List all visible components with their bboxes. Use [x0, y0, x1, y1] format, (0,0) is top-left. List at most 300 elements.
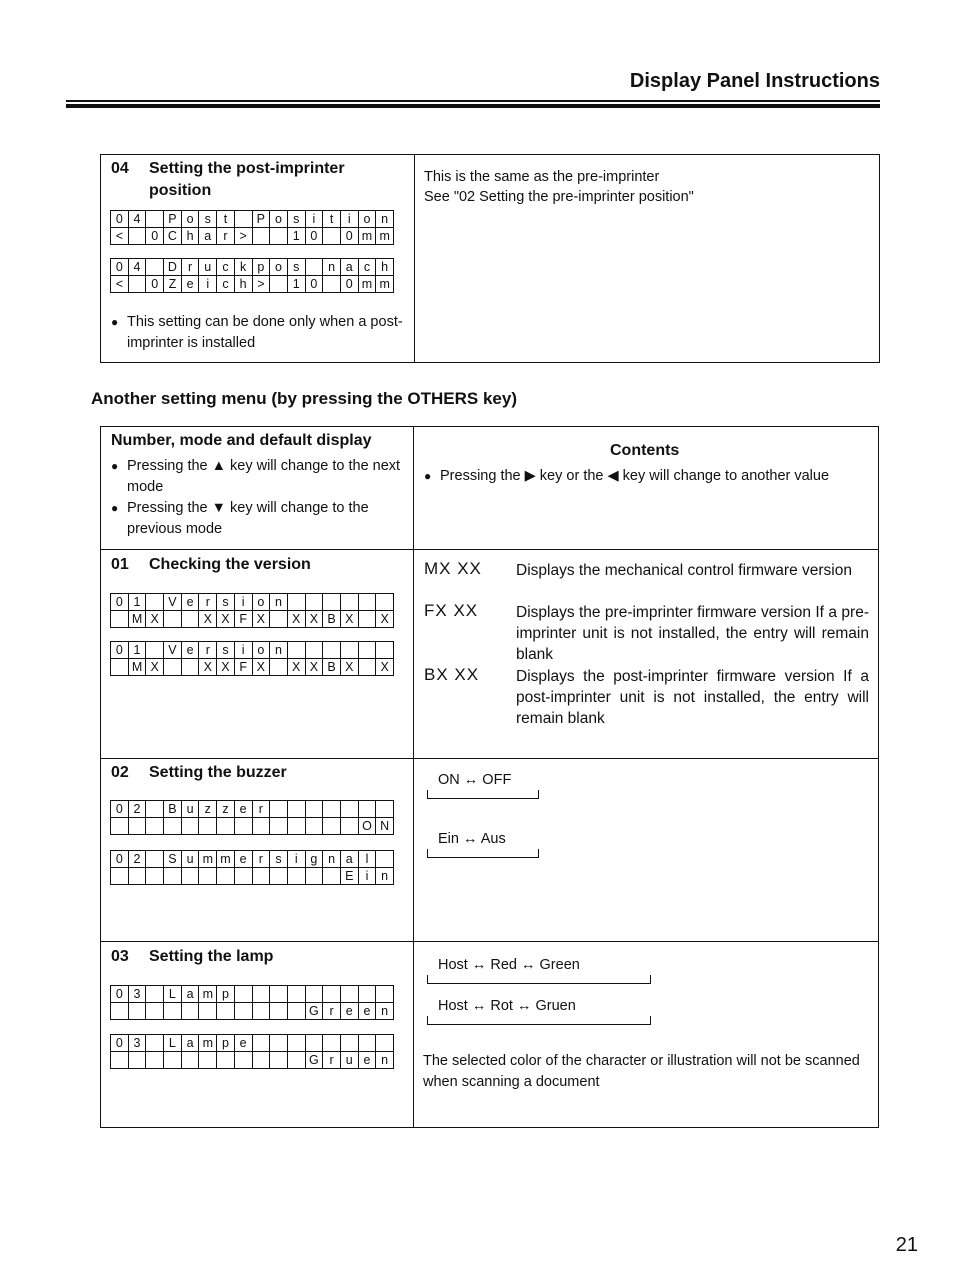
lcd-cell: [164, 611, 182, 628]
lcd-cell: [358, 801, 376, 818]
buzzer-number: 02: [111, 764, 129, 781]
lcd-cell: i: [358, 868, 376, 885]
lcd-cell: n: [376, 211, 394, 228]
version-display-2: [110, 641, 394, 676]
lcd-cell: e: [358, 1052, 376, 1069]
lcd-cell: a: [199, 228, 217, 245]
lcd-cell: [270, 228, 288, 245]
version-display-1: [110, 593, 394, 628]
lcd-cell: [217, 1052, 235, 1069]
section04-title: Setting the post-imprinter: [149, 160, 345, 177]
lcd-cell: [199, 818, 217, 835]
lamp-cycle-2: Host ↔ Rot ↔ Gruen: [438, 998, 576, 1014]
lcd-cell: [287, 594, 305, 611]
lcd-cell: [146, 851, 164, 868]
lcd-cell: [217, 818, 235, 835]
section04-right-line2: See "02 Setting the pre-imprinter position": [424, 189, 694, 205]
lcd-row: [111, 594, 394, 611]
lcd-cell: [270, 801, 288, 818]
lcd-cell: [305, 868, 323, 885]
lcd-cell: 0: [340, 228, 358, 245]
lcd-cell: [128, 228, 146, 245]
lcd-cell: n: [270, 594, 288, 611]
lcd-cell: z: [217, 801, 235, 818]
lcd-cell: e: [181, 642, 199, 659]
lcd-cell: [111, 611, 129, 628]
lcd-cell: e: [234, 1035, 252, 1052]
lcd-cell: o: [358, 211, 376, 228]
lcd-cell: X: [199, 659, 217, 676]
lcd-cell: [323, 276, 341, 293]
lcd-cell: e: [234, 851, 252, 868]
lcd-cell: V: [164, 594, 182, 611]
version-desc-fx: Displays the pre-imprinter firmware version If a pre-imprinter unit is not installed, the entry will remain blank: [516, 604, 869, 663]
lcd-cell: B: [323, 611, 341, 628]
lcd-cell: [358, 659, 376, 676]
lcd-cell: a: [340, 259, 358, 276]
lcd-cell: [146, 1035, 164, 1052]
lcd-cell: [340, 1035, 358, 1052]
lcd-cell: [323, 986, 341, 1003]
lcd-cell: c: [217, 259, 235, 276]
lcd-cell: m: [217, 851, 235, 868]
lcd-cell: r: [252, 801, 270, 818]
lamp-cycle-1-loop: [427, 975, 651, 984]
lcd-cell: [305, 259, 323, 276]
lcd-cell: X: [376, 611, 394, 628]
lcd-cell: p: [217, 986, 235, 1003]
lcd-cell: n: [323, 851, 341, 868]
lcd-cell: e: [358, 1003, 376, 1020]
version-title: Checking the version: [149, 556, 311, 573]
lcd-display-grid: [110, 1034, 394, 1069]
table-header-bullet-1: ● Pressing the ▲ key will change to the next mode: [111, 456, 423, 498]
lcd-cell: m: [376, 228, 394, 245]
lcd-cell: a: [181, 986, 199, 1003]
lcd-cell: [340, 818, 358, 835]
lamp-cycle-1: Host ↔ Red ↔ Green: [438, 957, 580, 973]
header-rule: [66, 100, 880, 102]
lcd-row: [111, 986, 394, 1003]
lcd-cell: o: [270, 259, 288, 276]
page-number: 21: [895, 1234, 918, 1256]
lcd-cell: k: [234, 259, 252, 276]
lcd-cell: a: [181, 1035, 199, 1052]
lcd-cell: [128, 868, 146, 885]
lcd-cell: [252, 868, 270, 885]
lcd-cell: 0: [111, 211, 129, 228]
lcd-row: [111, 228, 394, 245]
lcd-cell: [270, 1052, 288, 1069]
lcd-cell: p: [217, 1035, 235, 1052]
lcd-cell: [376, 801, 394, 818]
lcd-row: [111, 1035, 394, 1052]
lcd-cell: 1: [287, 228, 305, 245]
lcd-cell: [270, 818, 288, 835]
lcd-cell: X: [146, 611, 164, 628]
buzzer-cycle-2-loop: [427, 849, 539, 858]
version-desc-mx: Displays the mechanical control firmware version: [516, 562, 852, 579]
lcd-cell: G: [305, 1003, 323, 1020]
lcd-cell: F: [234, 659, 252, 676]
lcd-cell: [234, 986, 252, 1003]
lcd-display-grid: [110, 850, 394, 885]
lcd-cell: r: [199, 594, 217, 611]
lcd-cell: p: [252, 259, 270, 276]
lcd-cell: n: [376, 1052, 394, 1069]
lcd-row: [111, 659, 394, 676]
buzzer-title: Setting the buzzer: [149, 764, 287, 781]
lcd-cell: [234, 1052, 252, 1069]
lcd-cell: z: [199, 801, 217, 818]
lcd-display-grid: [110, 210, 394, 245]
lcd-cell: [287, 801, 305, 818]
lcd-cell: L: [164, 986, 182, 1003]
lcd-cell: [234, 1003, 252, 1020]
row-rule-3: [100, 941, 879, 942]
lcd-cell: s: [199, 211, 217, 228]
section04-number: 04: [111, 160, 129, 177]
lcd-cell: X: [217, 611, 235, 628]
lcd-cell: g: [305, 851, 323, 868]
lcd-cell: [323, 228, 341, 245]
lcd-cell: <: [111, 276, 129, 293]
lcd-cell: [376, 986, 394, 1003]
lcd-cell: [323, 868, 341, 885]
lcd-cell: [146, 868, 164, 885]
lcd-cell: [252, 1035, 270, 1052]
lcd-cell: <: [111, 228, 129, 245]
lcd-cell: r: [323, 1003, 341, 1020]
lcd-cell: [252, 1052, 270, 1069]
lcd-cell: [305, 1035, 323, 1052]
lcd-row: [111, 211, 394, 228]
lcd-cell: [111, 868, 129, 885]
lcd-cell: m: [358, 276, 376, 293]
lcd-cell: [199, 868, 217, 885]
lcd-display-grid: [110, 593, 394, 628]
lcd-cell: s: [287, 211, 305, 228]
lcd-cell: [217, 1003, 235, 1020]
buzzer-display-2: [110, 850, 394, 885]
lamp-display-1: [110, 985, 394, 1020]
lcd-cell: [146, 259, 164, 276]
lcd-cell: 1: [287, 276, 305, 293]
lcd-cell: [287, 1035, 305, 1052]
lcd-cell: m: [199, 986, 217, 1003]
lcd-row: [111, 868, 394, 885]
lcd-cell: c: [217, 276, 235, 293]
lcd-cell: n: [376, 1003, 394, 1020]
lcd-cell: o: [181, 211, 199, 228]
lcd-cell: [270, 1003, 288, 1020]
lcd-cell: [340, 642, 358, 659]
lcd-cell: M: [128, 659, 146, 676]
lcd-cell: [376, 851, 394, 868]
lcd-row: [111, 259, 394, 276]
lcd-cell: S: [164, 851, 182, 868]
lcd-cell: [323, 642, 341, 659]
lcd-cell: 0: [111, 642, 129, 659]
lcd-cell: [358, 1035, 376, 1052]
lcd-cell: [358, 611, 376, 628]
lcd-row: [111, 818, 394, 835]
lcd-cell: X: [340, 611, 358, 628]
lcd-cell: 0: [111, 594, 129, 611]
lcd-cell: [340, 801, 358, 818]
lcd-cell: [181, 659, 199, 676]
lcd-cell: [358, 986, 376, 1003]
row-rule-1: [100, 549, 879, 550]
lcd-cell: [270, 868, 288, 885]
lcd-cell: s: [287, 259, 305, 276]
lcd-cell: [252, 818, 270, 835]
lcd-row: [111, 801, 394, 818]
lcd-cell: i: [305, 211, 323, 228]
lcd-cell: i: [340, 211, 358, 228]
lcd-cell: [287, 642, 305, 659]
version-desc-bx: Displays the post-imprinter firmware version If a post-imprinter unit is not installed, the entry will remain blank: [516, 668, 869, 727]
lcd-cell: [164, 1003, 182, 1020]
lcd-cell: X: [217, 659, 235, 676]
lcd-cell: [146, 211, 164, 228]
lcd-cell: 0: [111, 801, 129, 818]
lcd-cell: o: [252, 642, 270, 659]
lcd-cell: [340, 986, 358, 1003]
lcd-row: [111, 642, 394, 659]
lcd-cell: [323, 1035, 341, 1052]
lcd-cell: F: [234, 611, 252, 628]
lcd-cell: e: [181, 276, 199, 293]
section04-note: ● This setting can be done only when a post-imprinter is installed: [111, 312, 422, 354]
lcd-cell: h: [181, 228, 199, 245]
lcd-cell: i: [234, 642, 252, 659]
lcd-cell: [287, 1003, 305, 1020]
lcd-cell: X: [252, 611, 270, 628]
lcd-cell: [270, 276, 288, 293]
lcd-cell: t: [217, 211, 235, 228]
lcd-cell: r: [217, 228, 235, 245]
version-code-bx: BX XX: [424, 665, 480, 684]
lcd-cell: u: [199, 259, 217, 276]
lcd-cell: [287, 868, 305, 885]
lcd-cell: [305, 642, 323, 659]
lcd-cell: [146, 1052, 164, 1069]
lcd-cell: [217, 868, 235, 885]
lcd-cell: [270, 986, 288, 1003]
lcd-cell: B: [323, 659, 341, 676]
lcd-cell: M: [128, 611, 146, 628]
lcd-cell: [181, 1052, 199, 1069]
lcd-cell: L: [164, 1035, 182, 1052]
lcd-cell: X: [287, 611, 305, 628]
lcd-cell: m: [199, 851, 217, 868]
lcd-cell: [287, 986, 305, 1003]
lcd-cell: 4: [128, 211, 146, 228]
lcd-cell: c: [358, 259, 376, 276]
lcd-cell: h: [234, 276, 252, 293]
lcd-cell: [199, 1052, 217, 1069]
lcd-cell: X: [376, 659, 394, 676]
lcd-cell: [164, 659, 182, 676]
lcd-cell: G: [305, 1052, 323, 1069]
lcd-cell: m: [376, 276, 394, 293]
lcd-cell: [128, 276, 146, 293]
another-heading: Another setting menu (by pressing the OTHERS key): [91, 389, 518, 408]
lcd-row: [111, 851, 394, 868]
lcd-cell: X: [146, 659, 164, 676]
lamp-cycle-2-loop: [427, 1016, 651, 1025]
lcd-cell: s: [217, 594, 235, 611]
lcd-cell: [270, 659, 288, 676]
lcd-cell: [376, 642, 394, 659]
lcd-cell: X: [340, 659, 358, 676]
lcd-cell: l: [358, 851, 376, 868]
lcd-display-grid: [110, 800, 394, 835]
lcd-cell: [270, 1035, 288, 1052]
lcd-cell: [340, 594, 358, 611]
lcd-cell: 0: [111, 986, 129, 1003]
lcd-cell: [164, 818, 182, 835]
buzzer-cycle-1: ON ↔ OFF: [438, 772, 512, 788]
lcd-cell: [199, 1003, 217, 1020]
lcd-cell: X: [199, 611, 217, 628]
lcd-cell: [252, 228, 270, 245]
lcd-cell: X: [252, 659, 270, 676]
lcd-cell: [358, 642, 376, 659]
lcd-cell: o: [270, 211, 288, 228]
lcd-cell: 0: [146, 276, 164, 293]
lcd-cell: i: [199, 276, 217, 293]
version-number: 01: [111, 556, 129, 573]
lamp-display-2: [110, 1034, 394, 1069]
section04-title-2: position: [149, 182, 212, 199]
lcd-display-grid: [110, 258, 394, 293]
lcd-cell: [252, 986, 270, 1003]
lcd-cell: 0: [146, 228, 164, 245]
lcd-cell: 0: [305, 228, 323, 245]
lcd-cell: [323, 801, 341, 818]
lcd-cell: m: [358, 228, 376, 245]
table-header-left-title: Number, mode and default display: [111, 432, 372, 449]
lcd-cell: [146, 986, 164, 1003]
lcd-cell: s: [270, 851, 288, 868]
lcd-row: [111, 276, 394, 293]
lcd-cell: [323, 818, 341, 835]
lcd-row: [111, 611, 394, 628]
lcd-cell: [305, 818, 323, 835]
lcd-cell: r: [199, 642, 217, 659]
lcd-cell: 0: [340, 276, 358, 293]
lcd-cell: C: [164, 228, 182, 245]
lcd-cell: [252, 1003, 270, 1020]
lcd-cell: 4: [128, 259, 146, 276]
lcd-cell: [164, 1052, 182, 1069]
lcd-cell: 1: [128, 642, 146, 659]
lcd-cell: >: [252, 276, 270, 293]
lcd-cell: [111, 1003, 129, 1020]
lcd-cell: 0: [111, 851, 129, 868]
lcd-cell: P: [252, 211, 270, 228]
lcd-cell: [111, 818, 129, 835]
lcd-cell: e: [340, 1003, 358, 1020]
lcd-cell: P: [164, 211, 182, 228]
lcd-cell: X: [305, 659, 323, 676]
lcd-cell: V: [164, 642, 182, 659]
lcd-cell: i: [234, 594, 252, 611]
lcd-cell: 3: [128, 1035, 146, 1052]
lcd-cell: [111, 1052, 129, 1069]
lcd-cell: [358, 594, 376, 611]
lcd-cell: u: [181, 851, 199, 868]
table-header-right-bullet: ● Pressing the ▶ key or the ◀ key will change to another value: [424, 466, 888, 487]
lcd-cell: n: [270, 642, 288, 659]
version-code-fx: FX XX: [424, 601, 479, 620]
lcd-cell: i: [287, 851, 305, 868]
lcd-cell: e: [234, 801, 252, 818]
lcd-cell: e: [181, 594, 199, 611]
lamp-title: Setting the lamp: [149, 948, 274, 965]
version-code-mx: MX XX: [424, 559, 482, 578]
lcd-cell: 2: [128, 851, 146, 868]
lcd-cell: [234, 818, 252, 835]
lcd-cell: [146, 642, 164, 659]
lcd-cell: [181, 1003, 199, 1020]
lcd-cell: E: [340, 868, 358, 885]
buzzer-display-1: [110, 800, 394, 835]
lcd-cell: [164, 868, 182, 885]
lcd-cell: [146, 801, 164, 818]
lcd-cell: 0: [111, 259, 129, 276]
lcd-display-grid: [110, 641, 394, 676]
lcd-cell: [181, 818, 199, 835]
lcd-cell: [234, 868, 252, 885]
page-title: Display Panel Instructions: [629, 70, 880, 92]
lcd-cell: D: [164, 259, 182, 276]
lcd-cell: [128, 1052, 146, 1069]
section04-right-line1: This is the same as the pre-imprinter: [424, 169, 660, 185]
lcd-cell: [323, 594, 341, 611]
lcd-cell: [234, 211, 252, 228]
lcd-cell: [305, 986, 323, 1003]
lcd-cell: s: [217, 642, 235, 659]
lcd-cell: B: [164, 801, 182, 818]
lcd-cell: o: [252, 594, 270, 611]
section04-display-1: [110, 210, 394, 245]
lamp-note: The selected color of the character or illustration will not be scanned when scanning a document: [423, 1053, 860, 1090]
lcd-cell: 3: [128, 986, 146, 1003]
lcd-cell: [146, 1003, 164, 1020]
row-rule-2: [100, 758, 879, 759]
lcd-cell: [376, 1035, 394, 1052]
lcd-cell: u: [340, 1052, 358, 1069]
table-header-bullet-2: ● Pressing the ▼ key will change to the previous mode: [111, 498, 423, 540]
lcd-cell: [111, 659, 129, 676]
lcd-cell: [376, 594, 394, 611]
lcd-cell: 0: [305, 276, 323, 293]
lcd-cell: n: [323, 259, 341, 276]
lcd-display-grid: [110, 985, 394, 1020]
lcd-row: [111, 1003, 394, 1020]
lcd-cell: [287, 1052, 305, 1069]
lcd-cell: u: [181, 801, 199, 818]
lcd-cell: m: [199, 1035, 217, 1052]
table-header-right-title: Contents: [610, 442, 680, 459]
lcd-cell: n: [376, 868, 394, 885]
lcd-cell: [270, 611, 288, 628]
section04-display-2: [110, 258, 394, 293]
lcd-cell: [146, 594, 164, 611]
